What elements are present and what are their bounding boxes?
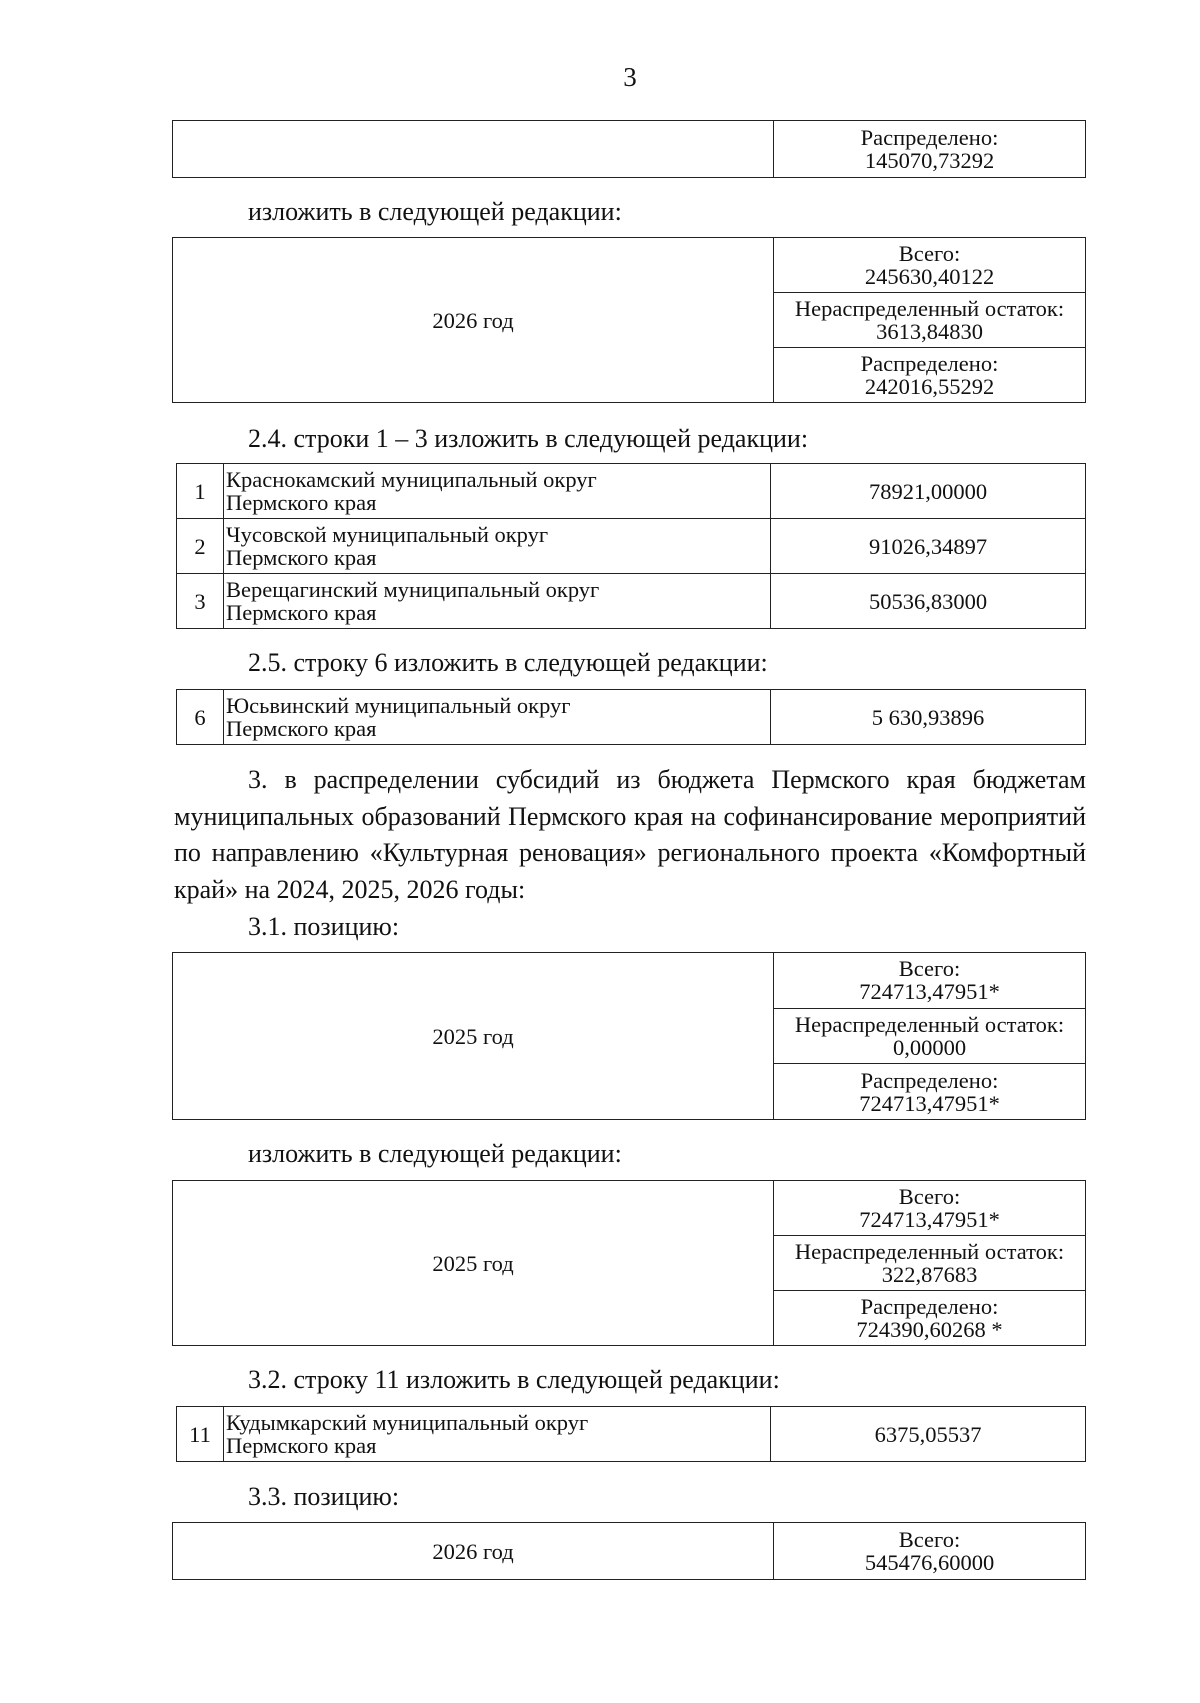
municipality-name: Краснокамский муниципальный округ Пермского края: [224, 464, 771, 519]
page-number: 3: [623, 62, 637, 92]
row-number: 1: [177, 464, 224, 519]
distributed-table-fragment: [172, 120, 1086, 178]
amount-cell: 6375,05537: [771, 1407, 1086, 1462]
distributed-cell: Распределено: 145070,73292: [774, 121, 1086, 178]
row-number: 3: [177, 574, 224, 629]
remainder-cell: Нераспределенный остаток: 3613,84830: [774, 293, 1086, 348]
distributed-cell: Распределено: 724390,60268 *: [774, 1291, 1086, 1346]
row-number: 11: [177, 1407, 224, 1462]
total-cell: Всего: 245630,40122: [774, 238, 1086, 293]
table-row: [177, 1407, 1086, 1462]
year-cell: 2026 год: [173, 238, 774, 403]
municipality-name: Чусовской муниципальный округ Пермского края: [224, 519, 771, 574]
distributed-cell: Распределено: 242016,55292: [774, 348, 1086, 403]
year-cell: 2025 год: [173, 1181, 774, 1346]
total-cell: Всего: 724713,47951*: [774, 1181, 1086, 1236]
municipality-name: Верещагинский муниципальный округ Пермского края: [224, 574, 771, 629]
year-2026-position-table: [172, 1522, 1086, 1580]
year-cell: 2025 год: [173, 953, 774, 1120]
municipality-table-row-11: [176, 1406, 1086, 1462]
amount-cell: 78921,00000: [771, 464, 1086, 519]
year-2025-table-old: [172, 952, 1086, 1120]
year-cell: 2026 год: [173, 1523, 774, 1580]
row-number: 2: [177, 519, 224, 574]
paragraph-new-edition-1: изложить в следующей редакции:: [248, 197, 622, 226]
total-cell: Всего: 724713,47951*: [774, 953, 1086, 1009]
table-row: [177, 519, 1086, 574]
amount-cell: 50536,83000: [771, 574, 1086, 629]
year-2026-table: [172, 237, 1086, 403]
distributed-cell: Распределено: 724713,47951*: [774, 1064, 1086, 1120]
paragraph-3-2: 3.2. строку 11 изложить в следующей редакции:: [248, 1365, 780, 1394]
municipalities-table-rows-1-3: [176, 463, 1086, 629]
paragraph-3: 3. в распределении субсидий из бюджета Пермского края бюджетам муниципальных образований Пермского края на софинансирование мероприятий по направлению «Культурная реновация» регионального проекта «Комфортный край» на 2024, 2025, 2026 годы:: [174, 765, 1086, 904]
empty-cell: [173, 121, 774, 178]
table-row: [177, 690, 1086, 745]
municipality-table-row-6: [176, 689, 1086, 745]
table-row: [177, 574, 1086, 629]
paragraph-3-1: 3.1. позицию:: [248, 912, 400, 941]
paragraph-2-5: 2.5. строку 6 изложить в следующей редакции:: [248, 648, 768, 677]
municipality-name: Юсьвинский муниципальный округ Пермского края: [224, 690, 771, 745]
table-row: [177, 464, 1086, 519]
year-2025-table-new: [172, 1180, 1086, 1346]
municipality-name: Кудымкарский муниципальный округ Пермского края: [224, 1407, 771, 1462]
amount-cell: 91026,34897: [771, 519, 1086, 574]
amount-cell: 5 630,93896: [771, 690, 1086, 745]
remainder-cell: Нераспределенный остаток: 0,00000: [774, 1008, 1086, 1064]
remainder-cell: Нераспределенный остаток: 322,87683: [774, 1236, 1086, 1291]
total-cell: Всего: 545476,60000: [774, 1523, 1086, 1580]
paragraph-2-4: 2.4. строки 1 – 3 изложить в следующей редакции:: [248, 424, 809, 453]
row-number: 6: [177, 690, 224, 745]
paragraph-new-edition-2: изложить в следующей редакции:: [248, 1139, 622, 1168]
paragraph-3-3: 3.3. позицию:: [248, 1482, 400, 1511]
